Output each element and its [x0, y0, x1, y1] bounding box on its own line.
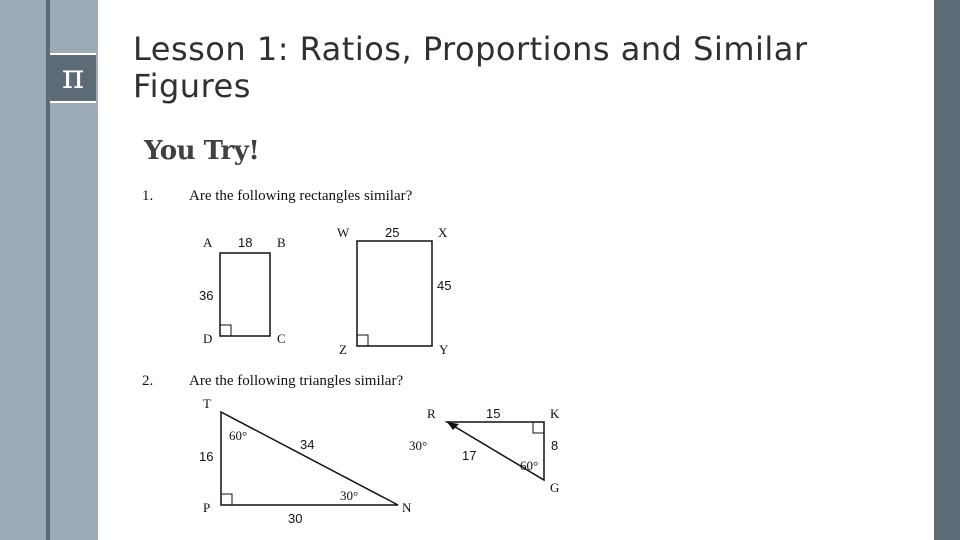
vertex-y: Y [439, 342, 449, 357]
angle-t: 60° [229, 428, 248, 443]
angle-r: 30° [409, 438, 428, 453]
right-angle-mark [221, 494, 232, 505]
vertex-r: R [427, 406, 436, 421]
angle-g: 60° [520, 458, 539, 473]
rectangle-abcd-shape [220, 253, 270, 336]
side-xy-length: 45 [437, 278, 452, 293]
side-tp-length: 16 [199, 449, 214, 464]
side-rg-length: 17 [462, 448, 477, 463]
rectangle-wxyz [337, 225, 451, 357]
pi-icon: π [50, 53, 96, 103]
right-angle-mark [357, 335, 368, 346]
slide-title: Lesson 1: Ratios, Proportions and Similar Figures [133, 30, 808, 105]
angle-n: 30° [340, 488, 359, 503]
question-text: Are the following triangles similar? [189, 373, 404, 389]
side-wx-length: 25 [385, 225, 400, 240]
vertex-c: C [277, 331, 286, 346]
rectangle-wxyz-shape [357, 241, 432, 346]
side-pn-length: 30 [288, 511, 303, 526]
triangle-tpn-shape [221, 412, 398, 505]
vertex-k: K [550, 406, 560, 421]
right-angle-mark [533, 422, 544, 433]
vertex-a: A [203, 235, 213, 250]
right-angle-mark [220, 325, 231, 336]
side-ad-length: 36 [199, 288, 214, 303]
question-number: 1. [142, 188, 154, 204]
question-number: 2. [142, 373, 154, 389]
vertex-w: W [337, 225, 350, 240]
side-tn-length: 34 [300, 437, 315, 452]
question-text: Are the following rectangles similar? [189, 188, 413, 204]
side-rk-length: 15 [486, 406, 501, 421]
vertex-t: T [203, 396, 211, 411]
slide-subtitle: You Try! [144, 136, 260, 166]
vertex-d: D [203, 331, 213, 346]
vertex-n: N [402, 500, 412, 515]
vertex-x: X [438, 225, 448, 240]
vertex-p: P [203, 500, 211, 515]
rectangle-abcd [199, 235, 286, 346]
vertex-b: B [277, 235, 286, 250]
vertex-g: G [550, 480, 560, 495]
side-kg-length: 8 [551, 438, 559, 453]
triangle-tpn [199, 396, 412, 526]
side-ab-length: 18 [238, 235, 253, 250]
triangle-rkg [409, 406, 560, 495]
vertex-z: Z [339, 342, 347, 357]
